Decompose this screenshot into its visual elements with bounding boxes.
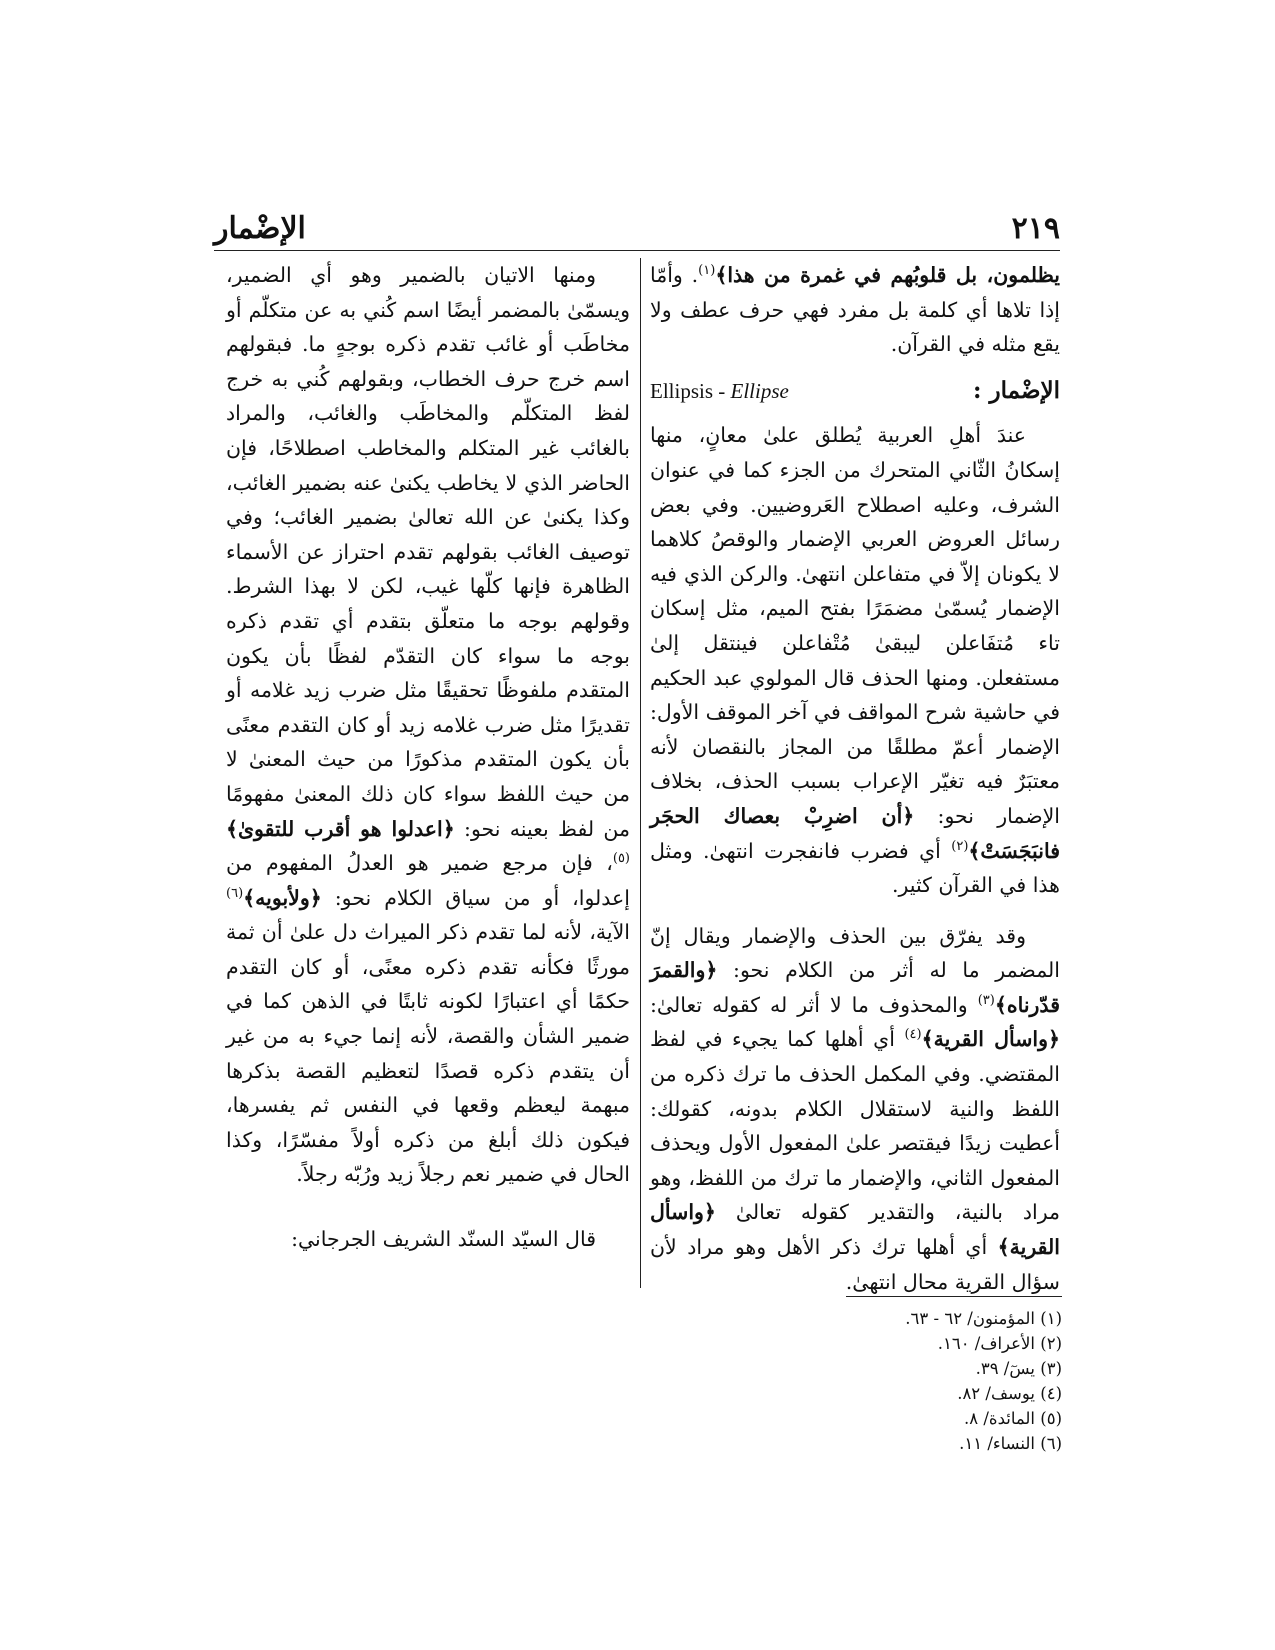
- paragraph-text: وقد يفرّق بين الحذف والإضمار ويقال إنّ المضمر ما له أثر من الكلام نحو:: [650, 923, 1060, 983]
- paragraph-text: عندَ أهلِ العربية يُطلق علىٰ معانٍ، منها إسكانُ الثّاني المتحرك من الجزء كما في عنوان الشرف، وعليه اصطلاح العَروضيين. وفي بعض رسائل العروض العربي الإضمار والوقصُ كلاهما لا يكونان إلاّ في متفاعلن انتهىٰ. والركن الذي فيه الإضمار يُسمّىٰ مضمَرًا بفتح الميم، مثل إسكان تاء مُتفَاعلن ليبقىٰ مُتْفاعلن فينتقل إلىٰ مستفعلن. ومنها الحذف قال المولوي عبد الحكيم في حاشية شرح المواقف في آخر الموقف الأول: الإضمار أعمّ مطلقًا من المجاز بالنقصان لأنه معتبَرٌ فيه تغيّر الإعراب بسبب الحذف، بخلاف الإضمار نحو:: [650, 423, 1061, 828]
- quran-quote: ﴿ولأبويه﴾: [243, 885, 322, 910]
- right-paragraph-1: [650, 258, 1060, 362]
- quran-quote: ﴿والقمرَ قدّرناه﴾: [650, 958, 1060, 1017]
- entry-translation: [650, 374, 789, 409]
- footnote: (٦) النساء/ ١١.: [959, 1434, 1062, 1453]
- footnote: (٤) يوسف/ ٨٢.: [957, 1384, 1062, 1403]
- running-title: الإضْمار: [214, 211, 306, 246]
- quran-quote: ﴿اعدلوا هو أقرب للتقوىٰ﴾: [226, 816, 455, 841]
- paragraph-text: . وأمّا إذا تلاها أي كلمة بل مفرد فهي حرف عطف ولا يقع مثله في القرآن.: [650, 263, 1060, 357]
- footnote-ref: (٣): [977, 993, 995, 1009]
- column-divider: [640, 258, 641, 1288]
- paragraph-text: والمحذوف ما لا أثر له كقوله تعالىٰ:: [650, 992, 978, 1017]
- paragraph-text: أي فضرب فانفجرت انتهىٰ. ومثل هذا في القرآن كثير.: [650, 838, 1060, 898]
- entry-latin-english: Ellipsis -: [650, 378, 731, 403]
- footnote-ref: (٢): [951, 838, 969, 854]
- left-paragraph-2: قال السيّد السنّد الشريف الجرجاني:: [291, 1227, 596, 1252]
- footnote-ref: (١): [698, 263, 716, 279]
- paragraph-text: أي أهلها كما يجيء في لفظ المقتضي. وفي المكمل الحذف ما ترك ذكره من اللفظ والنية لاستقلال الكلام بدونه، كقولك: أعطيت زيدًا فيقتصر علىٰ المفعول الأول ويحذف المفعول الثاني، والإضمار ما ترك من اللفظ، وهو مراد بالنية، والتقدير كقوله تعالىٰ: [650, 1027, 1060, 1225]
- left-column: [226, 258, 630, 1257]
- header-rule: [214, 250, 1060, 251]
- right-column: [650, 258, 1060, 1299]
- entry-latin-french: Ellipse: [730, 378, 789, 403]
- paragraph-text: ومنها الاتيان بالضمير وهو أي الضمير، ويسمّىٰ بالمضمر أيضًا اسم كُني به عن متكلّم أو مخاطَب أو غائب تقدم ذكره بوجهٍ ما. فبقولهم اسم خرج حرف الخطاب، وبقولهم كُني به خرج لفظ المتكلّم والمخاطَب والغائب، والمراد بالغائب غير المتكلم والمخاطب اصطلاحًا، فإن الحاضر الذي لا يخاطب يكنىٰ عنه بضمير الغائب، وكذا يكنىٰ عن الله تعالىٰ بضمير الغائب؛ وفي توصيف الغائب بقولهم تقدم احتراز عن الأسماء الظاهرة فإنها كلّها غيب، لكن لا بهذا الشرط. وقولهم بوجه ما متعلّق بتقدم أي تقدم ذكره بوجه ما سواء كان التقدّم لفظًا بأن يكون المتقدم ملفوظًا تحقيقًا مثل ضرب زيد غلامه أو تقديرًا مثل ضرب غلامه زيد أو كان التقدم معنًى بأن يكون المتقدم مذكورًا من حيث المعنىٰ لا من حيث اللفظ سواء كان ذلك المعنىٰ مفهومًا من لفظ بعينه نحو:: [226, 263, 631, 841]
- entry-title: الإضْمار :: [973, 376, 1060, 404]
- footnote-ref: (٦): [226, 885, 244, 901]
- right-paragraph-3: [650, 919, 1060, 1300]
- footnote: (٥) المائدة/ ٨.: [964, 1409, 1062, 1428]
- footnote: (١) المؤمنون/ ٦٢ - ٦٣.: [905, 1309, 1062, 1328]
- footnotes: [846, 1306, 1062, 1456]
- paragraph-text: الآية، لأنه لما تقدم ذكر الميراث دل علىٰ أن ثمة مورثًا فكأنه تقدم ذكره معنًى، أو كان التقدم حكمًا أي اعتبارًا لكونه ثابتًا في الذهن كما في ضمير الشأن والقصة، لأنه إنما جيء به من غير أن يتقدم ذكره قصدًا لتعظيم القصة بذكرها مبهمة ليعظم وقعها في النفس ثم يفسرها، فيكون ذلك أبلغ من ذكره أولاً مفسّرًا، وكذا الحال في ضمير نعم رجلاً زيد ورُبّه رجلاً.: [226, 920, 630, 1187]
- quran-quote: يظلمون، بل قلوبُهم في غمرة من هذا﴾: [715, 263, 1060, 287]
- quran-quote: ﴿أن اضرِبْ بعصاك الحجَر فانبَجَسَتْ﴾: [650, 803, 1060, 863]
- footnote-rule: [846, 1296, 1062, 1297]
- footnote: (٣) يسٓ/ ٣٩.: [975, 1359, 1062, 1378]
- footnote-ref: (٥): [612, 851, 630, 867]
- running-head: [214, 200, 1060, 246]
- paragraph-text: أي أهلها ترك ذكر الأهل وهو مراد لأن سؤال القرية محال انتهىٰ.: [650, 1235, 1060, 1294]
- paragraph-text: ، فإن مرجع ضمير هو العدلُ المفهوم من إعدلوا، أو من سياق الكلام نحو:: [226, 851, 630, 910]
- footnote-ref: (٤): [904, 1027, 922, 1043]
- page-number: ٢١٩: [1011, 211, 1060, 246]
- quran-quote: ﴿واسأل القرية﴾: [650, 1200, 1060, 1260]
- quran-quote: ﴿واسأل القرية﴾: [921, 1027, 1060, 1052]
- left-paragraph-1: [226, 258, 630, 1192]
- right-paragraph-2: [650, 418, 1060, 902]
- entry-heading: [650, 374, 1060, 409]
- footnote: (٢) الأعراف/ ١٦٠.: [937, 1334, 1062, 1353]
